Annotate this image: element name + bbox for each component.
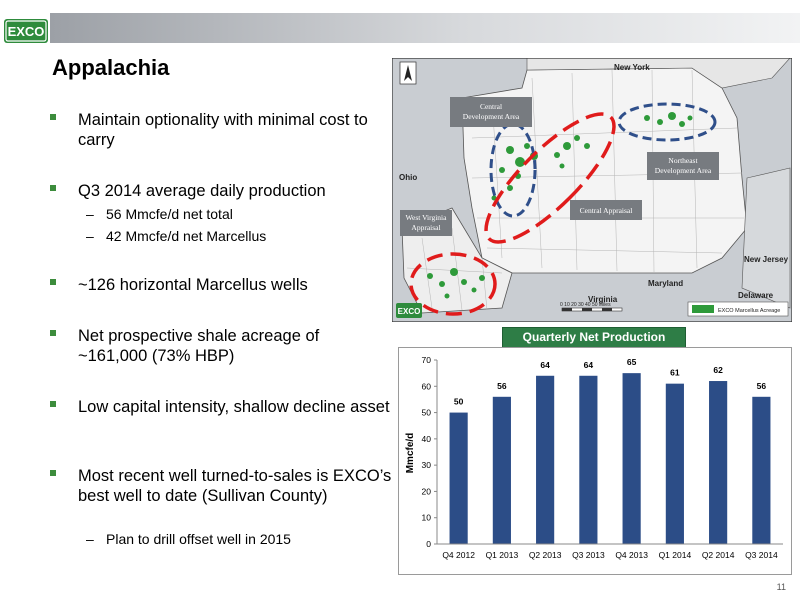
- bar: [623, 373, 641, 544]
- bar: [536, 376, 554, 544]
- bar: [709, 381, 727, 544]
- chart-svg: [399, 348, 791, 574]
- data-label: 62: [713, 365, 723, 376]
- bullet-marker: [50, 470, 56, 476]
- page-number: 11: [776, 582, 786, 592]
- sub-bullet-text: 42 Mmcfe/d net Marcellus: [106, 228, 267, 244]
- data-label: 64: [540, 359, 550, 370]
- bullet-text: Most recent well turned-to-sales is EXCO’s best well to date (Sullivan County): [78, 467, 392, 505]
- y-axis-label: Mmcfe/d: [405, 432, 416, 474]
- central-appraisal-label: Central Appraisal: [579, 206, 633, 215]
- wv-appraisal-label: West Virginia Appraisal: [405, 213, 447, 232]
- bar: [666, 384, 684, 544]
- header-bar: [0, 0, 800, 44]
- y-tick-label: 40: [421, 433, 431, 444]
- sub-bullet-text: 56 Mmcfe/d net total: [106, 206, 233, 222]
- exco-logo: [4, 19, 48, 43]
- x-tick-label: Q3 2013: [572, 550, 605, 560]
- central-dev-label: Central Development Area: [462, 102, 520, 121]
- bullet-marker: [50, 330, 56, 336]
- production-chart: [398, 347, 792, 575]
- new-york-label: New York: [614, 63, 650, 72]
- bullet-text: Maintain optionality with minimal cost to carry: [78, 111, 368, 149]
- y-tick-label: 30: [421, 460, 431, 471]
- legend-label: EXCO Marcellus Acreage: [718, 308, 781, 314]
- y-tick-label: 50: [421, 407, 431, 418]
- y-axis: [422, 355, 437, 549]
- bullet-marker: [50, 279, 56, 285]
- page-title: Appalachia: [52, 55, 170, 80]
- y-tick-label: 0: [426, 539, 431, 549]
- bar: [493, 397, 511, 544]
- scale-label: 0 10 20 30 40 50 Miles: [560, 302, 611, 308]
- bullet-text: Net prospective shale acreage of ~161,000 (73% HBP): [78, 327, 320, 365]
- north-arrow: [400, 62, 416, 84]
- x-tick-label: Q2 2014: [701, 550, 735, 560]
- bar: [752, 397, 770, 544]
- delaware-label: Delaware: [738, 291, 774, 300]
- data-label: 56: [497, 380, 507, 391]
- sub-bullet-text: Plan to drill offset well in 2015: [106, 531, 291, 547]
- map-legend: [688, 302, 788, 316]
- northeast-dev-label: Northeast Development Area: [654, 156, 712, 175]
- bar: [450, 413, 468, 544]
- x-tick-label: Q3 2014: [745, 550, 778, 560]
- map-logo: [396, 303, 422, 318]
- data-label: 50: [453, 396, 464, 407]
- y-tick-label: 10: [421, 512, 431, 523]
- x-axis: [437, 544, 783, 560]
- bullet-text: Q3 2014 average daily production: [78, 182, 326, 200]
- bullet-marker: [50, 185, 56, 191]
- data-label: 65: [626, 357, 637, 368]
- appalachia-map: [392, 58, 792, 322]
- y-tick-label: 60: [421, 381, 431, 392]
- header-gradient: [50, 13, 800, 43]
- svg-text:EXCO: EXCO: [7, 24, 45, 39]
- x-tick-label: Q1 2013: [485, 550, 519, 560]
- virginia-label: Virginia: [588, 295, 618, 304]
- maryland-label: Maryland: [648, 279, 684, 288]
- bar: [579, 376, 597, 544]
- x-tick-label: Q4 2013: [615, 550, 648, 560]
- bar-group: [450, 357, 771, 544]
- x-tick-label: Q1 2014: [658, 550, 692, 560]
- bullet-marker: [50, 114, 56, 120]
- data-label: 56: [756, 380, 767, 391]
- bullet-text: ~126 horizontal Marcellus wells: [78, 276, 308, 294]
- data-label: 61: [670, 367, 680, 378]
- data-label: 64: [583, 359, 594, 370]
- y-tick-label: 70: [421, 355, 431, 365]
- chart-title: Quarterly Net Production: [502, 327, 686, 348]
- new-jersey-region: [742, 168, 790, 308]
- y-tick-label: 20: [421, 486, 431, 497]
- x-tick-label: Q2 2013: [528, 550, 562, 560]
- x-tick-label: Q4 2012: [442, 550, 475, 560]
- bullet-text: Low capital intensity, shallow decline asset: [78, 398, 390, 416]
- new-jersey-label: New Jersey: [744, 255, 789, 264]
- bullet-marker: [50, 401, 56, 407]
- ohio-label: Ohio: [399, 173, 418, 182]
- svg-text:EXCO: EXCO: [397, 307, 421, 316]
